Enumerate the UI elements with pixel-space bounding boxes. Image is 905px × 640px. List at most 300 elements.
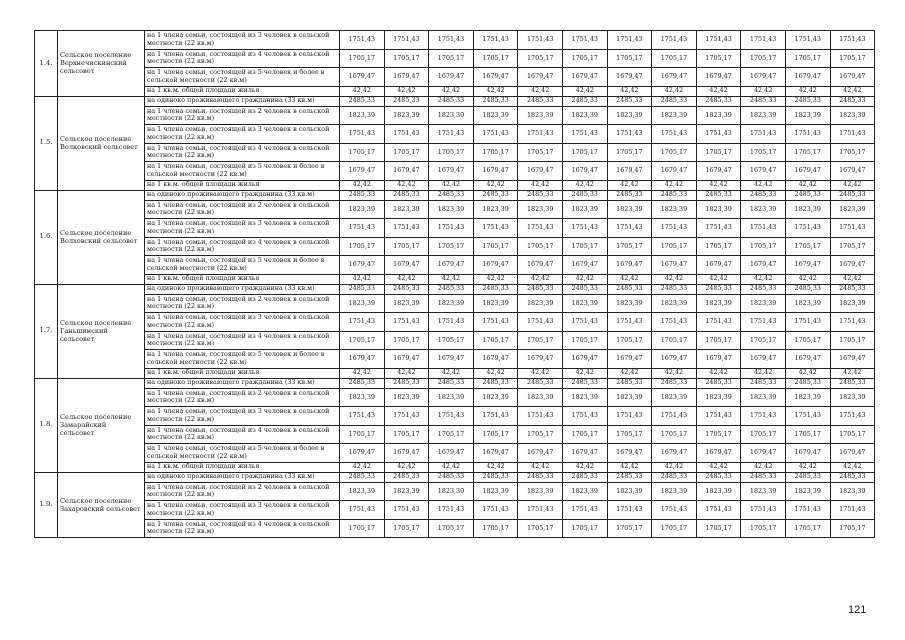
settlement-name: Сельское поселение Захаровский сельсовет: [58, 472, 145, 538]
value-cell: 1751,43: [518, 313, 563, 332]
value-cell: 2485,33: [518, 96, 563, 106]
value-cell: 1705,17: [429, 519, 474, 538]
value-cell: 42,42: [696, 180, 741, 190]
tariff-table-sheet: [34, 30, 866, 538]
value-cell: 42,42: [830, 462, 875, 472]
value-cell: 1679,47: [741, 444, 786, 463]
value-cell: 1751,43: [340, 313, 385, 332]
value-cell: 1751,43: [562, 31, 607, 50]
tariff-table: [34, 30, 875, 538]
value-cell: 1705,17: [741, 519, 786, 538]
value-cell: 1751,43: [518, 219, 563, 238]
value-cell: 1705,17: [429, 237, 474, 256]
value-cell: 1751,43: [340, 125, 385, 144]
table-row: [35, 96, 875, 106]
value-cell: 1823,39: [473, 482, 518, 501]
value-cell: 1751,43: [340, 407, 385, 426]
value-cell: 1751,43: [473, 125, 518, 144]
value-cell: 1823,39: [429, 388, 474, 407]
value-cell: 42,42: [652, 462, 697, 472]
value-cell: 1751,43: [429, 501, 474, 520]
value-cell: 2485,33: [785, 378, 830, 388]
value-cell: 2485,33: [652, 190, 697, 200]
category-label: на одиноко проживающего гражданина (33 кв.м): [145, 378, 340, 388]
category-label: на 1 члена семьи, состоящей из 5 человек и более в сельской местности (22 кв.м): [145, 256, 340, 275]
value-cell: 42,42: [384, 462, 429, 472]
value-cell: 42,42: [830, 368, 875, 378]
value-cell: 1823,39: [741, 106, 786, 125]
value-cell: 1705,17: [696, 237, 741, 256]
value-cell: 1823,39: [340, 200, 385, 219]
table-row: [35, 256, 875, 275]
table-row: [35, 86, 875, 96]
value-cell: 1823,39: [652, 482, 697, 501]
value-cell: 2485,33: [830, 472, 875, 482]
value-cell: 1751,43: [340, 501, 385, 520]
value-cell: 1705,17: [652, 237, 697, 256]
value-cell: 1679,47: [741, 162, 786, 181]
category-label: на 1 члена семьи, состоящей из 3 человек в сельской местности (22 кв.м): [145, 407, 340, 426]
value-cell: 1679,47: [429, 162, 474, 181]
value-cell: 2485,33: [741, 284, 786, 294]
value-cell: 1823,39: [830, 106, 875, 125]
table-row: [35, 472, 875, 482]
value-cell: 1823,39: [473, 294, 518, 313]
settlement-name: Сельское поселение Волховский сельсовет: [58, 190, 145, 284]
value-cell: 1751,43: [830, 125, 875, 144]
category-label: на 1 члена семьи, состоящей из 5 человек и более в сельской местности (22 кв.м): [145, 444, 340, 463]
value-cell: 1705,17: [340, 49, 385, 68]
value-cell: 2485,33: [562, 190, 607, 200]
value-cell: 1751,43: [473, 219, 518, 238]
table-row: [35, 200, 875, 219]
value-cell: 1705,17: [696, 331, 741, 350]
value-cell: 1679,47: [652, 68, 697, 87]
value-cell: 1823,39: [785, 200, 830, 219]
value-cell: 2485,33: [696, 378, 741, 388]
value-cell: 42,42: [652, 180, 697, 190]
value-cell: 1823,39: [696, 106, 741, 125]
settlement-name: Сельское поселение Ганьшинский сельсовет: [58, 284, 145, 378]
value-cell: 1679,47: [652, 444, 697, 463]
value-cell: 1705,17: [696, 425, 741, 444]
value-cell: 42,42: [830, 86, 875, 96]
value-cell: 1679,47: [473, 444, 518, 463]
value-cell: 1705,17: [473, 425, 518, 444]
value-cell: 1705,17: [830, 425, 875, 444]
value-cell: 1823,39: [562, 388, 607, 407]
value-cell: 1679,47: [518, 444, 563, 463]
value-cell: 1823,39: [384, 482, 429, 501]
value-cell: 2485,33: [562, 96, 607, 106]
value-cell: 1751,43: [785, 407, 830, 426]
value-cell: 1705,17: [785, 331, 830, 350]
value-cell: 2485,33: [518, 284, 563, 294]
category-label: на 1 члена семьи, состоящей из 4 человек в сельской местности (22 кв.м): [145, 425, 340, 444]
value-cell: 1751,43: [652, 407, 697, 426]
value-cell: 1751,43: [562, 407, 607, 426]
value-cell: 2485,33: [562, 378, 607, 388]
value-cell: 2485,33: [340, 190, 385, 200]
value-cell: 1705,17: [473, 143, 518, 162]
value-cell: 1751,43: [562, 219, 607, 238]
value-cell: 1705,17: [340, 143, 385, 162]
value-cell: 42,42: [696, 274, 741, 284]
value-cell: 2485,33: [518, 472, 563, 482]
value-cell: 1679,47: [830, 162, 875, 181]
value-cell: 2485,33: [340, 472, 385, 482]
value-cell: 1705,17: [652, 519, 697, 538]
value-cell: 42,42: [340, 274, 385, 284]
value-cell: 1705,17: [518, 49, 563, 68]
section-index: 1.9.: [35, 472, 58, 538]
value-cell: 42,42: [340, 462, 385, 472]
value-cell: 1679,47: [384, 162, 429, 181]
value-cell: 1751,43: [696, 501, 741, 520]
value-cell: 1679,47: [696, 350, 741, 369]
value-cell: 1823,39: [429, 106, 474, 125]
table-row: [35, 237, 875, 256]
value-cell: 1751,43: [384, 125, 429, 144]
value-cell: 1751,43: [384, 219, 429, 238]
value-cell: 1823,39: [696, 388, 741, 407]
value-cell: 1705,17: [696, 49, 741, 68]
settlement-name: Сельское поселение Замарайский сельсовет: [58, 378, 145, 472]
value-cell: 42,42: [607, 368, 652, 378]
value-cell: 2485,33: [518, 378, 563, 388]
value-cell: 2485,33: [607, 378, 652, 388]
value-cell: 1679,47: [562, 68, 607, 87]
value-cell: 1705,17: [562, 143, 607, 162]
value-cell: 42,42: [741, 180, 786, 190]
value-cell: 42,42: [518, 86, 563, 96]
value-cell: 42,42: [562, 274, 607, 284]
value-cell: 1823,39: [562, 482, 607, 501]
value-cell: 1751,43: [830, 219, 875, 238]
value-cell: 2485,33: [830, 378, 875, 388]
value-cell: 1823,39: [429, 294, 474, 313]
value-cell: 2485,33: [473, 378, 518, 388]
value-cell: 1705,17: [607, 49, 652, 68]
value-cell: 1705,17: [607, 143, 652, 162]
value-cell: 1751,43: [429, 31, 474, 50]
value-cell: 1751,43: [741, 125, 786, 144]
value-cell: 1751,43: [652, 31, 697, 50]
value-cell: 1679,47: [384, 256, 429, 275]
value-cell: 1823,39: [518, 388, 563, 407]
value-cell: 1705,17: [562, 49, 607, 68]
value-cell: 1751,43: [696, 313, 741, 332]
value-cell: 1751,43: [652, 219, 697, 238]
value-cell: 1823,39: [696, 482, 741, 501]
value-cell: 1679,47: [607, 162, 652, 181]
value-cell: 1751,43: [518, 407, 563, 426]
category-label: на 1 члена семьи, состоящей из 2 человек в сельской местности (22 кв.м): [145, 106, 340, 125]
value-cell: 2485,33: [652, 378, 697, 388]
value-cell: 1751,43: [473, 313, 518, 332]
value-cell: 1823,39: [741, 482, 786, 501]
table-row: [35, 162, 875, 181]
value-cell: 1751,43: [652, 501, 697, 520]
value-cell: 1823,39: [830, 294, 875, 313]
value-cell: 1705,17: [562, 331, 607, 350]
value-cell: 1823,39: [741, 200, 786, 219]
settlement-name: Сельское поселение Волковский сельсовет: [58, 96, 145, 190]
value-cell: 1823,39: [429, 482, 474, 501]
category-label: на 1 члена семьи, состоящей из 4 человек в сельской местности (22 кв.м): [145, 331, 340, 350]
value-cell: 1751,43: [785, 125, 830, 144]
section-index: 1.7.: [35, 284, 58, 378]
value-cell: 1679,47: [830, 68, 875, 87]
value-cell: 2485,33: [384, 378, 429, 388]
settlement-name: Сельское поселение Верхнечискинский сельсовет: [58, 31, 145, 97]
value-cell: 1751,43: [473, 501, 518, 520]
value-cell: 1679,47: [607, 350, 652, 369]
value-cell: 1823,39: [785, 388, 830, 407]
value-cell: 1705,17: [785, 519, 830, 538]
value-cell: 2485,33: [607, 190, 652, 200]
value-cell: 1751,43: [607, 31, 652, 50]
value-cell: 42,42: [384, 180, 429, 190]
value-cell: 1823,39: [652, 200, 697, 219]
table-row: [35, 125, 875, 144]
value-cell: 1751,43: [340, 31, 385, 50]
value-cell: 1705,17: [607, 425, 652, 444]
value-cell: 1705,17: [518, 519, 563, 538]
value-cell: 1705,17: [741, 49, 786, 68]
category-label: на 1 члена семьи, состоящей из 2 человек в сельской местности (22 кв.м): [145, 200, 340, 219]
category-label: на одиноко проживающего гражданина (33 кв.м): [145, 190, 340, 200]
value-cell: 2485,33: [607, 96, 652, 106]
category-label: на 1 кв.м. общей площади жилья: [145, 86, 340, 96]
value-cell: 1679,47: [785, 444, 830, 463]
value-cell: 1679,47: [696, 256, 741, 275]
value-cell: 1751,43: [429, 407, 474, 426]
table-row: [35, 274, 875, 284]
value-cell: 1823,39: [830, 200, 875, 219]
value-cell: 1823,39: [741, 388, 786, 407]
value-cell: 1751,43: [830, 31, 875, 50]
value-cell: 1705,17: [785, 143, 830, 162]
value-cell: 1705,17: [562, 237, 607, 256]
value-cell: 42,42: [607, 274, 652, 284]
value-cell: 1751,43: [830, 407, 875, 426]
value-cell: 1705,17: [340, 331, 385, 350]
value-cell: 42,42: [473, 274, 518, 284]
value-cell: 42,42: [518, 274, 563, 284]
value-cell: 1679,47: [340, 256, 385, 275]
value-cell: 1823,39: [518, 106, 563, 125]
value-cell: 1751,43: [607, 313, 652, 332]
table-row: [35, 49, 875, 68]
value-cell: 2485,33: [384, 96, 429, 106]
value-cell: 1751,43: [384, 31, 429, 50]
category-label: на 1 члена семьи, состоящей из 5 человек и более в сельской местности (22 кв.м): [145, 162, 340, 181]
value-cell: 1705,17: [384, 143, 429, 162]
value-cell: 1705,17: [696, 143, 741, 162]
table-row: [35, 462, 875, 472]
value-cell: 1823,39: [652, 294, 697, 313]
value-cell: 42,42: [473, 368, 518, 378]
value-cell: 1823,39: [340, 482, 385, 501]
value-cell: 42,42: [785, 274, 830, 284]
value-cell: 2485,33: [429, 96, 474, 106]
value-cell: 1705,17: [562, 519, 607, 538]
value-cell: 1823,39: [473, 200, 518, 219]
value-cell: 1705,17: [607, 519, 652, 538]
value-cell: 42,42: [741, 86, 786, 96]
value-cell: 1751,43: [607, 219, 652, 238]
category-label: на 1 члена семьи, состоящей из 5 человек и более в сельской местности (22 кв.м): [145, 68, 340, 87]
value-cell: 1751,43: [696, 125, 741, 144]
value-cell: 42,42: [384, 86, 429, 96]
value-cell: 1823,39: [340, 388, 385, 407]
value-cell: 1751,43: [696, 219, 741, 238]
category-label: на одиноко проживающего гражданина (33 кв.м): [145, 472, 340, 482]
value-cell: 1751,43: [473, 407, 518, 426]
value-cell: 1679,47: [562, 162, 607, 181]
value-cell: 2485,33: [830, 190, 875, 200]
value-cell: 1751,43: [696, 407, 741, 426]
value-cell: 2485,33: [696, 190, 741, 200]
category-label: на 1 кв.м. общей площади жилья: [145, 180, 340, 190]
value-cell: 1751,43: [384, 501, 429, 520]
value-cell: 1679,47: [562, 444, 607, 463]
value-cell: 2485,33: [562, 472, 607, 482]
table-row: [35, 313, 875, 332]
value-cell: 42,42: [785, 180, 830, 190]
value-cell: 1751,43: [607, 501, 652, 520]
value-cell: 1823,39: [785, 106, 830, 125]
category-label: на 1 члена семьи, состоящей из 3 человек в сельской местности (22 кв.м): [145, 501, 340, 520]
table-row: [35, 425, 875, 444]
tariff-table-body: [35, 31, 875, 538]
value-cell: 2485,33: [785, 96, 830, 106]
value-cell: 1823,39: [384, 200, 429, 219]
value-cell: 1705,17: [785, 49, 830, 68]
value-cell: 42,42: [429, 86, 474, 96]
value-cell: 1751,43: [741, 313, 786, 332]
value-cell: 1679,47: [429, 68, 474, 87]
section-index: 1.5.: [35, 96, 58, 190]
value-cell: 1679,47: [340, 444, 385, 463]
table-row: [35, 378, 875, 388]
value-cell: 1751,43: [741, 407, 786, 426]
value-cell: 1705,17: [340, 425, 385, 444]
value-cell: 1679,47: [652, 350, 697, 369]
value-cell: 1751,43: [518, 125, 563, 144]
value-cell: 42,42: [429, 462, 474, 472]
value-cell: 1679,47: [473, 350, 518, 369]
value-cell: 1751,43: [830, 313, 875, 332]
value-cell: 42,42: [429, 180, 474, 190]
value-cell: 1751,43: [429, 125, 474, 144]
value-cell: 2485,33: [340, 96, 385, 106]
table-row: [35, 331, 875, 350]
table-row: [35, 294, 875, 313]
table-row: [35, 388, 875, 407]
value-cell: 1823,39: [696, 200, 741, 219]
value-cell: 42,42: [830, 180, 875, 190]
value-cell: 1679,47: [741, 256, 786, 275]
value-cell: 2485,33: [473, 472, 518, 482]
value-cell: 1705,17: [607, 237, 652, 256]
value-cell: 1679,47: [473, 68, 518, 87]
value-cell: 1679,47: [741, 350, 786, 369]
category-label: на 1 члена семьи, состоящей из 3 человек в сельской местности (22 кв.м): [145, 31, 340, 50]
value-cell: 42,42: [785, 368, 830, 378]
value-cell: 1823,39: [607, 482, 652, 501]
value-cell: 1679,47: [518, 350, 563, 369]
category-label: на 1 члена семьи, состоящей из 2 человек в сельской местности (22 кв.м): [145, 294, 340, 313]
value-cell: 1823,39: [384, 388, 429, 407]
value-cell: 1705,17: [652, 49, 697, 68]
value-cell: 42,42: [696, 368, 741, 378]
value-cell: 42,42: [741, 462, 786, 472]
value-cell: 1751,43: [652, 125, 697, 144]
value-cell: 1679,47: [473, 256, 518, 275]
value-cell: 1751,43: [607, 125, 652, 144]
value-cell: 1705,17: [518, 331, 563, 350]
value-cell: 2485,33: [830, 284, 875, 294]
category-label: на 1 кв.м. общей площади жилья: [145, 462, 340, 472]
value-cell: 1705,17: [607, 331, 652, 350]
category-label: на 1 члена семьи, состоящей из 4 человек в сельской местности (22 кв.м): [145, 143, 340, 162]
value-cell: 42,42: [652, 86, 697, 96]
value-cell: 1751,43: [429, 313, 474, 332]
value-cell: 2485,33: [429, 190, 474, 200]
value-cell: 2485,33: [652, 96, 697, 106]
value-cell: 1751,43: [607, 407, 652, 426]
value-cell: 1679,47: [830, 350, 875, 369]
value-cell: 1679,47: [785, 350, 830, 369]
value-cell: 2485,33: [741, 96, 786, 106]
value-cell: 2485,33: [696, 472, 741, 482]
table-row: [35, 519, 875, 538]
value-cell: 42,42: [384, 368, 429, 378]
table-row: [35, 482, 875, 501]
value-cell: 1705,17: [830, 519, 875, 538]
value-cell: 2485,33: [830, 96, 875, 106]
value-cell: 2485,33: [607, 472, 652, 482]
value-cell: 1679,47: [741, 68, 786, 87]
table-row: [35, 31, 875, 50]
value-cell: 42,42: [652, 368, 697, 378]
value-cell: 42,42: [340, 86, 385, 96]
value-cell: 1705,17: [384, 331, 429, 350]
category-label: на 1 члена семьи, состоящей из 5 человек и более в сельской местности (22 кв.м): [145, 350, 340, 369]
value-cell: 42,42: [696, 86, 741, 96]
value-cell: 1823,39: [607, 388, 652, 407]
category-label: на 1 члена семьи, состоящей из 2 человек в сельской местности (22 кв.м): [145, 482, 340, 501]
value-cell: 2485,33: [518, 190, 563, 200]
value-cell: 1705,17: [741, 331, 786, 350]
value-cell: 1751,43: [429, 219, 474, 238]
value-cell: 1705,17: [518, 425, 563, 444]
value-cell: 42,42: [518, 368, 563, 378]
value-cell: 1679,47: [607, 256, 652, 275]
value-cell: 1705,17: [473, 49, 518, 68]
value-cell: 1823,39: [652, 106, 697, 125]
value-cell: 1705,17: [830, 331, 875, 350]
value-cell: 1823,39: [830, 482, 875, 501]
category-label: на 1 члена семьи, состоящей из 4 человек в сельской местности (22 кв.м): [145, 237, 340, 256]
category-label: на 1 члена семьи, состоящей из 3 человек в сельской местности (22 кв.м): [145, 219, 340, 238]
value-cell: 1823,39: [384, 294, 429, 313]
value-cell: 2485,33: [384, 472, 429, 482]
value-cell: 1679,47: [429, 350, 474, 369]
table-row: [35, 219, 875, 238]
